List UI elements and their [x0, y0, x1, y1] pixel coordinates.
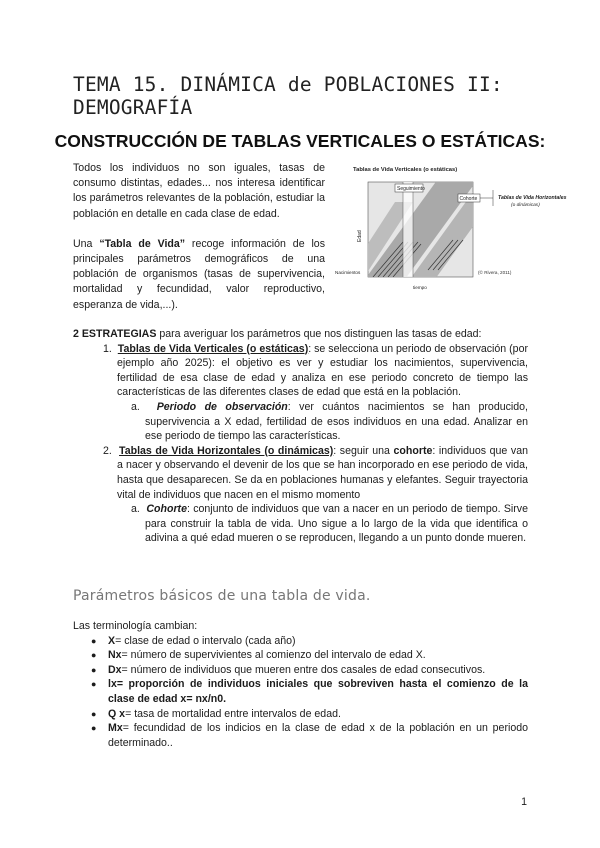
- param-item-qx: [73, 707, 528, 722]
- param-term: Mx: [108, 722, 123, 735]
- intro-text: [73, 161, 325, 328]
- figure-credit: (© Rivera, 2011): [478, 270, 512, 275]
- strategies-block: [73, 327, 528, 546]
- strategy-2-subitem: [73, 502, 528, 546]
- intro-paragraph-2: [73, 237, 325, 313]
- strategies-intro: [73, 327, 528, 342]
- strategy-1-sub-term: Periodo de observación: [156, 400, 288, 413]
- strategy-2-sub-text: : conjunto de individuos que van a nacer en un periodo de tiempo. Sirve para construir la tabla de vida. Uno sigue a lo largo de la vida que identifica o adivina a qué edad mueren o se reproducen, llegando a un punto donde mueren.: [145, 503, 528, 545]
- figure-axis-edad: Edad: [357, 230, 363, 242]
- strategy-1-text: : se selecciona un periodo de observación (por ejemplo año 2025): el objetivo es ver y estudiar los nacimientos, supervivencia, fertilidad de esa clase de edad y analiza en ese periodo concreto de tiempo las características de las diferentes clases de edad que está en la población.: [117, 342, 528, 399]
- intro-p2-pre: Una: [73, 237, 100, 250]
- param-term: lx: [108, 678, 117, 691]
- param-text: = tasa de mortalidad entre intervalos de edad.: [125, 707, 341, 720]
- param-term: Q x: [108, 707, 126, 720]
- life-table-figure: [333, 162, 567, 307]
- strategy-1-num: 1.: [103, 342, 112, 355]
- bullet-icon: ●: [91, 664, 97, 675]
- param-text: = proporción de individuos iniciales que sobreviven hasta el comienzo de la clase de edad x= nx/n0.: [108, 678, 528, 705]
- param-text: = número de individuos que mueren entre dos casales de edad consecutivos.: [121, 663, 486, 676]
- param-item-mx: [73, 721, 528, 750]
- topic-title: TEMA 15. DINÁMICA de POBLACIONES II: DEMOGRAFÍA: [73, 73, 503, 119]
- strategy-item-horizontal: [73, 444, 528, 502]
- strategy-item-vertical: [73, 342, 528, 400]
- page-number: 1: [521, 796, 527, 808]
- parameters-heading: Parámetros básicos de una tabla de vida.: [73, 588, 371, 604]
- intro-p2-post: recoge información de los principales parámetros demográficos de una población de organismos (tasas de supervivencia, mortalidad y fecundidad, valor reproductivo, esperanza de vida,...).: [73, 237, 325, 311]
- figure-axis-tiempo: tiempo: [413, 285, 427, 290]
- param-term: Dx: [108, 663, 122, 676]
- parameters-list: [73, 634, 528, 751]
- figure-label-dinamicas: (o dinámicas): [511, 203, 540, 208]
- strategy-2-sub-letter: a.: [131, 503, 140, 516]
- strategies-intro-rest: para averiguar los parámetros que nos distinguen las tasas de edad:: [156, 328, 482, 340]
- figure-label-nacimientos: Nacimientos: [335, 270, 361, 275]
- intro-paragraph-1: Todos los individuos no son iguales, tasas de consumo distintas, edades... nos interesa identificar los parámetros relevantes de la población, estudiar la población en detalle en cada clase de edad.: [73, 162, 325, 220]
- intro-p2-bold: “Tabla de Vida”: [99, 237, 186, 250]
- param-text: = clase de edad o intervalo (cada año): [115, 634, 296, 647]
- strategies-intro-bold: 2 ESTRATEGIAS: [73, 328, 157, 340]
- param-text: = fecundidad de los indicios en la clase de edad x de la población en un periodo determinado..: [108, 722, 528, 749]
- strategy-2-title: Tablas de Vida Horizontales (o dinámicas): [119, 444, 334, 457]
- parameters-block: [73, 619, 528, 750]
- param-item-x: [73, 634, 528, 649]
- strategy-2-text-pre: : seguir una: [333, 444, 394, 457]
- bullet-icon: ●: [91, 635, 97, 646]
- bullet-icon: ●: [91, 650, 97, 661]
- figure-label-seguimiento: Seguimiento: [397, 186, 425, 192]
- strategy-1-subitem: [73, 400, 528, 444]
- param-item-lx: [73, 677, 528, 706]
- strategy-2-num: 2.: [103, 444, 112, 457]
- strategy-2-sub-term: Cohorte: [146, 503, 187, 516]
- param-text: = número de supervivientes al comienzo del intervalo de edad X.: [121, 649, 426, 662]
- figure-label-horizontales: Tablas de Vida Horizontales: [498, 195, 567, 201]
- strategy-1-sub-letter: a.: [131, 400, 140, 413]
- strategy-2-text-post: : individuos que van a nacer y observando el devenir de los que se han incorporado en ese periodo de vida, hasta que desaparecen. Se da en poblaciones humanas y elefantes. Seguir trayectoria vital de individuos que nacen en el mismo momento: [117, 444, 528, 501]
- bullet-icon: ●: [91, 723, 97, 734]
- bullet-icon: ●: [91, 708, 97, 719]
- param-term: X: [108, 634, 116, 647]
- param-term: Nx: [108, 649, 122, 662]
- parameters-intro: Las terminología cambian:: [73, 620, 198, 632]
- strategy-1-title: Tablas de Vida Verticales (o estáticas): [117, 342, 309, 355]
- strategy-1-sub-text: : ver cuántos nacimientos se han producido, supervivencia a X edad, fertilidad de esos individuos en una edad. Analizar en ese periodo de tiempo las características.: [145, 400, 528, 443]
- param-item-dx: [73, 663, 528, 678]
- param-item-nx: [73, 648, 528, 663]
- figure-vertical-slice: [403, 182, 413, 277]
- figure-title: Tablas de Vida Verticales (o estáticas): [353, 167, 458, 173]
- bullet-icon: ●: [91, 679, 97, 690]
- strategy-2-text-bold: cohorte: [393, 444, 433, 457]
- figure-label-cohorte: Cohorte: [459, 196, 478, 202]
- section-title: CONSTRUCCIÓN DE TABLAS VERTICALES O ESTÁTICAS:: [54, 131, 546, 151]
